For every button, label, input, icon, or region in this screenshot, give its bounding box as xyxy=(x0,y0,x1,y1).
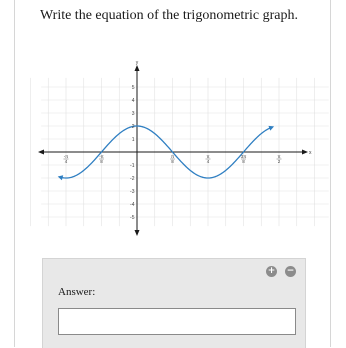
x-tick-numerator: π xyxy=(277,154,281,159)
x-axis-right-arrow xyxy=(302,150,308,155)
y-tick-label: 4 xyxy=(131,97,135,104)
y-axis-bottom-arrow xyxy=(135,230,140,236)
plus-circle-icon[interactable]: + xyxy=(267,266,276,276)
x-tick-numerator: π xyxy=(170,154,175,159)
y-tick-label: 1 xyxy=(131,136,135,143)
x-tick-denominator: 2 xyxy=(277,159,281,164)
x-tick-numerator: -π xyxy=(99,154,104,159)
x-tick-denominator: 4 xyxy=(206,159,210,164)
answer-label: Answer: xyxy=(58,286,96,298)
y-tick-label: -3 xyxy=(130,188,135,195)
y-tick-label: 3 xyxy=(131,110,135,117)
x-tick-denominator: 8 xyxy=(171,159,174,164)
x-tick-denominator: 8 xyxy=(242,159,245,164)
x-tick-numerator: 3π xyxy=(240,154,247,159)
answer-panel xyxy=(42,258,306,348)
y-axis-name: y xyxy=(135,60,139,66)
x-tick-numerator: -π xyxy=(63,154,69,159)
y-tick-label: 2 xyxy=(131,123,135,130)
x-tick-denominator: 4 xyxy=(64,159,68,164)
x-axis-left-arrow xyxy=(38,150,44,155)
x-axis-name: x xyxy=(309,149,312,156)
y-tick-label: -2 xyxy=(130,175,135,182)
y-tick-label: -4 xyxy=(130,201,135,208)
y-tick-label: 5 xyxy=(131,84,135,91)
x-tick-denominator: 8 xyxy=(100,159,103,164)
question-prompt: Write the equation of the trigonometric graph. xyxy=(40,8,298,23)
y-tick-label: -5 xyxy=(130,214,135,221)
graph-axes xyxy=(38,65,308,236)
x-tick-numerator: π xyxy=(206,154,210,159)
y-tick-label: -1 xyxy=(130,162,135,169)
tick-labels xyxy=(64,60,313,221)
answer-input[interactable] xyxy=(58,308,296,335)
minus-circle-icon[interactable]: − xyxy=(286,266,295,276)
